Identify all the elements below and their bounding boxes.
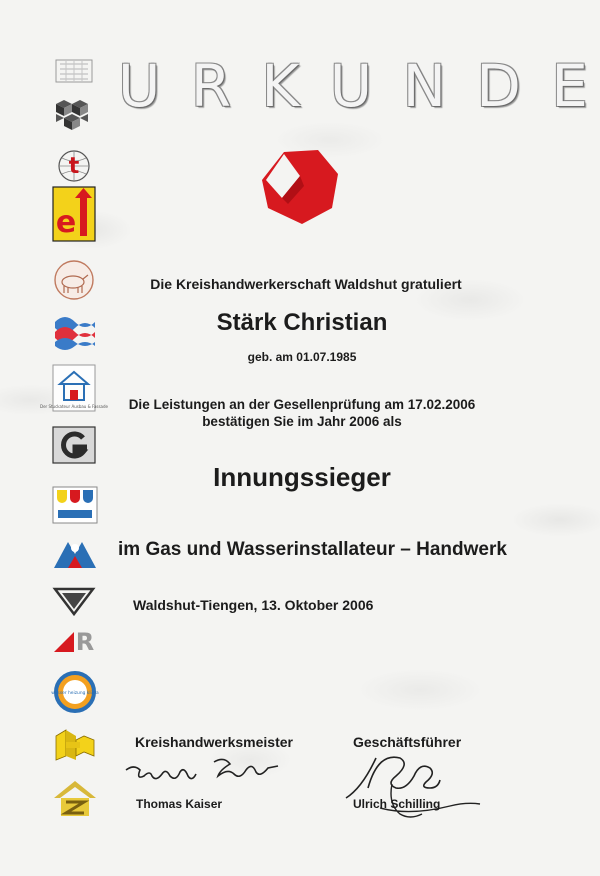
title-letter: R — [190, 52, 232, 120]
right-signatory-name: Ulrich Schilling — [353, 797, 441, 811]
butcher-logo-icon — [52, 258, 96, 302]
roofer-logo-icon — [52, 778, 98, 818]
achievement-line-1: Die Leistungen an der Gesellenprüfung am 17.02.2006 — [128, 397, 476, 412]
achievement-line-2: bestätigen Sie im Jahr 2006 als — [202, 414, 402, 429]
logo-7-caption: Der Stuckateur Ausbau & Fassade — [39, 404, 109, 409]
title-letter: U — [329, 52, 373, 120]
right-signature-icon — [340, 744, 490, 830]
logo-12-letter: R — [75, 628, 95, 656]
logo-3-letter: t — [68, 154, 80, 179]
electrician-logo-icon — [52, 186, 96, 242]
plasterer-logo-icon — [39, 364, 109, 412]
achievement-text — [92, 396, 512, 430]
h-logo-icon — [52, 726, 98, 762]
m-logo-icon — [52, 538, 98, 570]
title-letter: K — [261, 52, 300, 120]
left-signatory-role: Kreishandwerksmeister — [135, 734, 293, 750]
shk-logo-icon — [52, 670, 98, 714]
left-signatory-name: Thomas Kaiser — [136, 797, 223, 811]
trade-text: im Gas und Wasserinstallateur – Handwerk — [118, 539, 507, 560]
logo-4-letter: e — [55, 205, 77, 240]
title-letter: U — [118, 52, 161, 120]
guild-emblem-icon — [258, 146, 344, 226]
certificate-title — [118, 52, 588, 120]
cubes-logo-icon — [52, 98, 96, 138]
title-letter: E — [551, 52, 588, 120]
birth-date: geb. am 01.07.1985 — [247, 350, 357, 364]
r-logo-icon — [52, 626, 98, 654]
congratulation-text: Die Kreishandwerkerschaft Waldshut gratuliert — [150, 276, 462, 292]
logo-13-caption: wasser heizung klima — [51, 691, 99, 696]
award-title: Innungssieger — [213, 462, 391, 492]
globe-logo-icon — [52, 146, 96, 186]
right-signatory-role: Geschäftsführer — [353, 734, 462, 750]
recipient-name: Stärk Christian — [216, 309, 388, 336]
title-letter: D — [476, 52, 521, 120]
v-logo-icon — [52, 586, 96, 616]
place-date: Waldshut-Tiengen, 13. Oktober 2006 — [133, 597, 374, 613]
coat-of-arms-icon — [52, 56, 96, 86]
title-letter: N — [402, 52, 446, 120]
left-signature-icon — [118, 752, 298, 792]
g-logo-icon — [52, 426, 96, 464]
